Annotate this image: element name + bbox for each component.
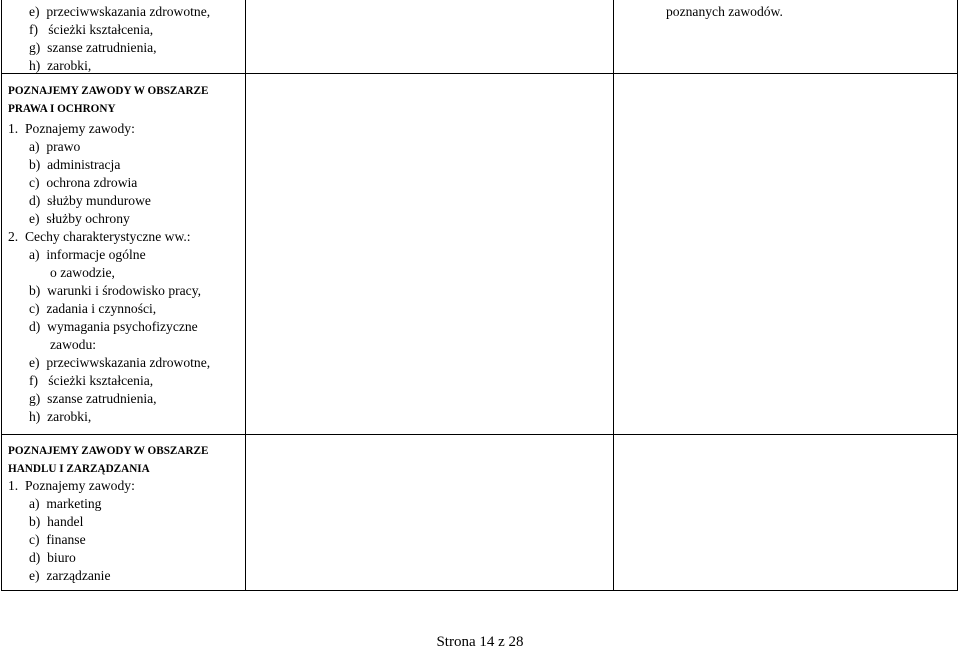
text-line: b) handel: [29, 514, 84, 529]
text-line: 2. Cechy charakterystyczne ww.:: [8, 229, 191, 244]
text-line: d) wymagania psychofizyczne: [29, 319, 198, 334]
row-divider: [1, 73, 958, 74]
text-line: g) szanse zatrudnienia,: [29, 391, 157, 406]
row-divider: [1, 434, 958, 435]
text-line: h) zarobki,: [29, 58, 92, 73]
text-line: e) służby ochrony: [29, 211, 130, 226]
heading-line: POZNAJEMY ZAWODY W OBSZARZE: [8, 85, 209, 97]
text-line: a) marketing: [29, 496, 102, 511]
text-line: c) ochrona zdrowia: [29, 175, 138, 190]
text-line: e) przeciwwskazania zdrowotne,: [29, 355, 211, 370]
prawo-heading: [8, 84, 208, 116]
text-line: g) szanse zatrudnienia,: [29, 40, 157, 55]
text-line: d) służby mundurowe: [29, 193, 151, 208]
text-line: zawodu:: [50, 337, 97, 352]
heading-line: HANDLU I ZARZĄDZANIA: [8, 463, 150, 475]
text-line: e) zarządzanie: [29, 568, 111, 583]
text-line: d) biuro: [29, 550, 76, 565]
column-divider: [245, 0, 246, 591]
text-line: b) administracja: [29, 157, 121, 172]
text-line: f) ścieżki kształcenia,: [29, 22, 154, 37]
heading-line: POZNAJEMY ZAWODY W OBSZARZE: [8, 445, 209, 457]
table-border-right: [957, 0, 958, 591]
handel-heading: [8, 444, 208, 476]
text-line: o zawodzie,: [50, 265, 115, 280]
text-line: e) przeciwwskazania zdrowotne,: [29, 4, 211, 19]
table-border-bottom: [1, 590, 958, 591]
text-line: 1. Poznajemy zawody:: [8, 478, 135, 493]
text-line: b) warunki i środowisko pracy,: [29, 283, 202, 298]
column-divider: [613, 0, 614, 591]
continuation-line: poznanych zawodów.: [666, 4, 783, 19]
text-line: c) finanse: [29, 532, 86, 547]
heading-line: PRAWA I OCHRONY: [8, 103, 116, 115]
page-number: Strona 14 z 28: [436, 634, 524, 650]
text-line: a) informacje ogólne: [29, 247, 146, 262]
text-line: c) zadania i czynności,: [29, 301, 157, 316]
text-line: h) zarobki,: [29, 409, 92, 424]
text-line: a) prawo: [29, 139, 81, 154]
text-line: 1. Poznajemy zawody:: [8, 121, 135, 136]
table-border-left: [1, 0, 2, 591]
curriculum-table: [1, 0, 958, 591]
text-line: f) ścieżki kształcenia,: [29, 373, 154, 388]
